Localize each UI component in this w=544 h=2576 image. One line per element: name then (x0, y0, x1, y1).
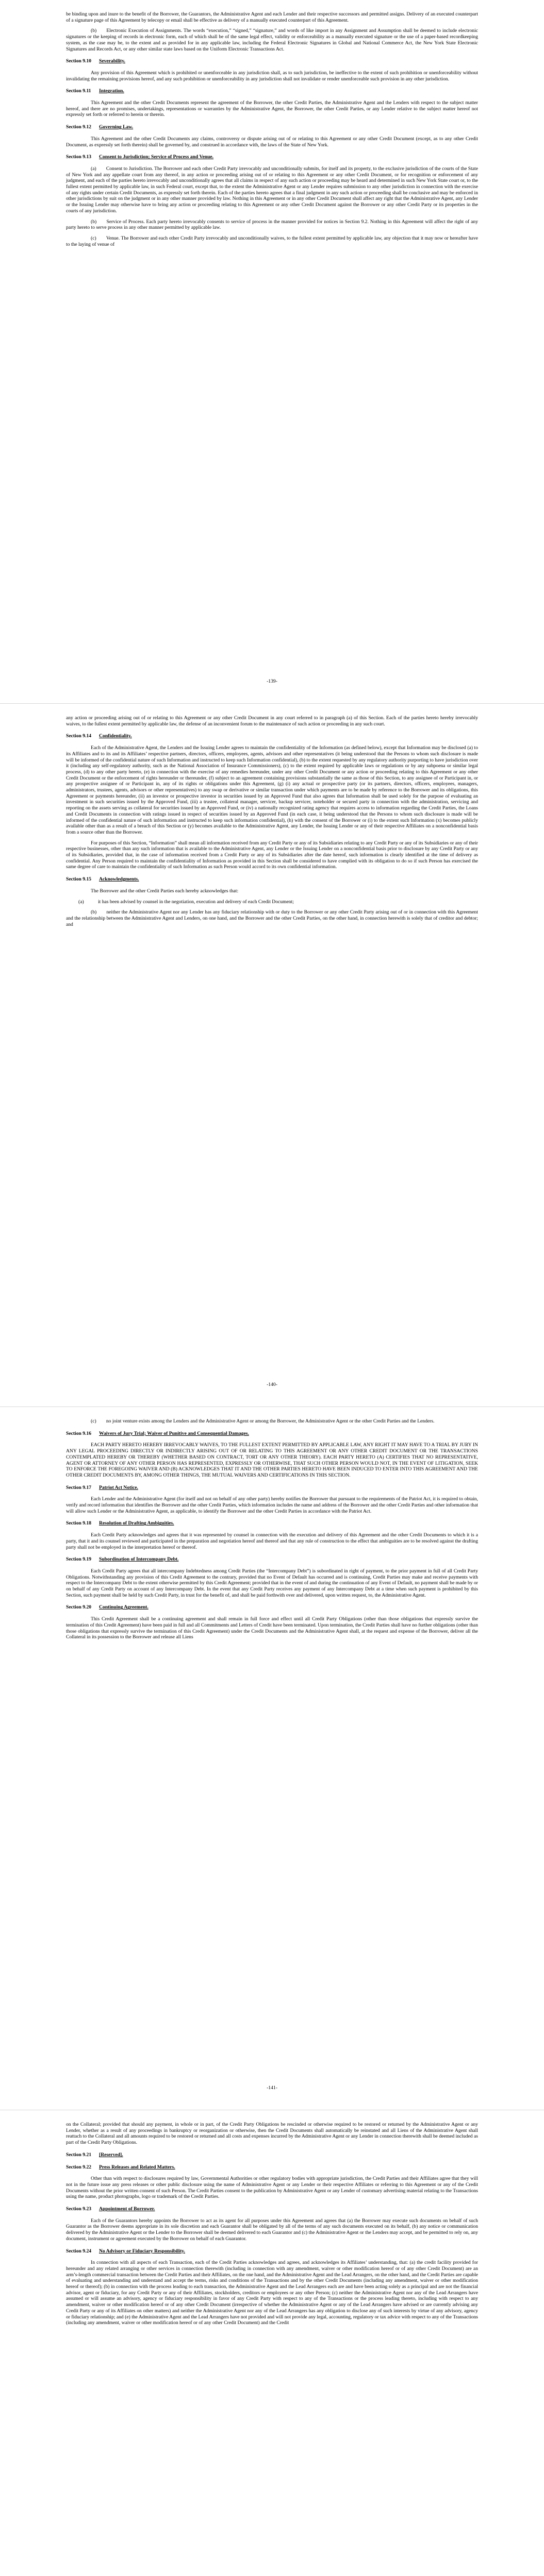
paragraph: be binding upon and inure to the benefit of the Borrower, the Guarantors, the Administrative Agent and each Lender and their respective successors and permitted assigns. Delivery of an executed counterpart of a signature page of this Agreement by telecopy or email shall be effective as delivery of a manually executed counterpart of this Agreement. (66, 11, 478, 23)
paragraph: (b) neither the Administrative Agent nor any Lender has any fiduciary relationship with or duty to the Borrower or any other Credit Party arising out of or in connection with this Agreement and the relationship between the Administrative Agent and Lenders, on one hand, and the Borrower and the other Credit Parties, on the other hand, in connection herewith is solely that of creditor and debtor; and (66, 909, 478, 927)
section-number: Section 9.24 (66, 2248, 92, 2254)
document-page (0, 1406, 544, 2110)
section-heading (66, 1431, 478, 1437)
section-title: Appointment of Borrower. (99, 2206, 155, 2212)
section-title: No Advisory or Fiduciary Responsibility. (99, 2248, 185, 2254)
section-heading (66, 154, 478, 160)
section-heading (66, 876, 478, 883)
section-number: Section 9.12 (66, 124, 92, 130)
document-page (0, 703, 544, 1406)
paragraph: Each of the Guarantors hereby appoints the Borrower to act as its agent for all purposes under this Agreement and agrees that (a) the Borrower may execute such documents on behalf of such Guarantor as the Borrower deems appropriate in its sole discretion and each Guarantor shall be obligated by all of the terms of any such documents executed on its behalf, (b) any notice or communication delivered by the Administrative Agent or the Lender to the Borrower shall be deemed delivered to each Guarantor and (c) the Administrative Agent or the Lenders may accept, and be permitted to rely on, any document, instrument or agreement executed by the Borrower on behalf of each Guarantor. (66, 2217, 478, 2242)
section-number: Section 9.10 (66, 58, 92, 64)
paragraph: For purposes of this Section, “Information” shall mean all information received from any Credit Party or any of its Subsidiaries relating to any Credit Party or any of its Subsidiaries or any of their respective businesses, other than any such information that is available to the Administrative Agent, any Lender or the Issuing Lender on a nonconfidential basis prior to disclosure by any Credit Party or any of its Subsidiaries, provided that, in the case of information received from a Credit Party or any of its Subsidiaries after the date hereof, such information is clearly identified at the time of delivery as confidential. Any Person required to maintain the confidentiality of Information as provided in this Section shall be considered to have complied with its obligation to do so if such Person has exercised the same degree of care to maintain the confidentiality of such Information as such Person would accord to its own confidential information. (66, 840, 478, 870)
section-number: Section 9.21 (66, 2151, 92, 2158)
paragraph: This Agreement and the other Credit Documents any claims, controversy or dispute arising out of or relating to this Agreement or any other Credit Document (except, as to any other Credit Document, as expressly set forth therein) shall be governed by, and construed in accordance with, the laws of the State of New York. (66, 135, 478, 148)
paragraph: on the Collateral; provided that should any payment, in whole or in part, of the Credit Party Obligations be rescinded or otherwise required to be restored or returned by the Administrative Agent or any Lender, whether as a result of any proceedings in bankruptcy or reorganization or otherwise, then the Credit Documents shall automatically be reinstated and all Liens of the Administrative Agent shall reattach to the Collateral and all amounts required to be restored or returned and all costs and expenses incurred by the Administrative Agent or any Lender in connection therewith shall be deemed included as part of the Credit Party Obligations. (66, 2122, 478, 2146)
page-number: -140- (267, 1382, 277, 1388)
section-heading (66, 1485, 478, 1491)
paragraph: Each of the Administrative Agent, the Lenders and the Issuing Lender agrees to maintain the confidentiality of the Information (as defined below), except that Information may be disclosed (a) to its Affiliates and to its and its Affiliates’ respective partners, directors, officers, employees, agents, advisors and other representatives (it being understood that the Persons to whom such disclosure is made will be informed of the confidential nature of such Information and instructed to keep such Information confidential), (b) to the extent requested by any regulatory authority purporting to have jurisdiction over it (including any self-regulatory authority, such as the National Association of Insurance Commissioners), (c) to the extent required by applicable laws or regulations or by any subpoena or similar legal process, (d) to any other party hereto, (e) in connection with the exercise of any remedies hereunder, under any other Credit Document or any action or proceeding relating to this Agreement or any other Credit Document or the enforcement of rights hereunder or thereunder, (f) subject to an agreement containing provisions substantially the same as those of this Section, to any assignee of or Participant in, or any prospective assignee of or Participant in, any of its rights or obligations under this Agreement, (g) (i) any actual or prospective party (or its partners, directors, officers, employees, managers, administrators, trustees, agents, advisors or other representatives) to any swap or derivative or similar transaction under which payments are to be made by reference to the Borrower and its obligations, this Agreement or payments hereunder, (ii) an investor or prospective investor in securities issued by an Approved Fund that also agrees that Information shall be used solely for the purpose of evaluating an investment in such securities issued by the Approved Fund, (iii) a trustee, collateral manager, servicer, backup servicer, noteholder or secured party in connection with the administration, servicing and reporting on the assets serving as collateral for securities issued by an Approved Fund, or (iv) a nationally recognized rating agency that requires access to information regarding the Credit Parties, the Loans and Credit Documents in connection with ratings issued in respect of securities issued by an Approved Fund (in each case, it being understood that the Persons to whom such disclosure is made will be informed of the confidential nature of such information and instructed to keep such information confidential), (h) with the consent of the Borrower or (i) to the extent such Information (x) becomes publicly available other than as a result of a breach of this Section or (y) becomes available to the Administrative Agent, any Lender, the Issuing Lender or any of their respective Affiliates on a nonconfidential basis from a source other than the Borrower. (66, 745, 478, 835)
section-number: Section 9.11 (66, 88, 91, 94)
paragraph: Each Credit Party acknowledges and agrees that it was represented by counsel in connection with the execution and delivery of this Agreement and the other Credit Documents to which it is a party, that it and its counsel reviewed and participated in the preparation and negotiation hereof and thereof and that any rule of construction to the effect that ambiguities are to be resolved against the drafting party shall not be employed in the interpretation hereof or thereof. (66, 1532, 478, 1550)
section-number: Section 9.17 (66, 1484, 92, 1490)
paragraph: Each Lender and the Administrative Agent (for itself and not on behalf of any other party) hereby notifies the Borrower that pursuant to the requirements of the Patriot Act, it is required to obtain, verify and record information that identifies the Borrower and the other Credit Parties, which information includes the name and address of the Borrower and the other Credit Parties and other information that will allow such Lender or the Administrative Agent, as applicable, to identify the Borrower and the other Credit Parties in accordance with the Patriot Act. (66, 1496, 478, 1514)
document-page (0, 0, 544, 703)
section-heading (66, 58, 478, 64)
section-title: Severability. (99, 58, 125, 64)
section-heading (66, 2164, 478, 2171)
section-number: Section 9.14 (66, 733, 92, 739)
section-title: Patriot Act Notice. (99, 1484, 138, 1490)
paragraph: (c) Venue. The Borrower and each other Credit Party irrevocably and unconditionally waives, to the fullest extent permitted by applicable law, any objection that it may now or hereafter have to the laying of venue of (66, 235, 478, 247)
section-number: Section 9.13 (66, 154, 92, 160)
section-title: Waivers of Jury Trial; Waiver of Punitive and Consequential Damages. (99, 1430, 249, 1436)
section-number: Section 9.22 (66, 2164, 92, 2170)
paragraph: In connection with all aspects of each Transaction, each of the Credit Parties acknowledges and agrees, and acknowledges its Affiliates’ understanding, that: (a) the credit facility provided for hereunder and any related arranging or other services in connection therewith (including in connection with any amendment, waiver or other modification hereof or of any other Credit Document) are an arm’s-length commercial transaction between the Credit Parties and their Affiliates, on the one hand, and the Administrative Agent and the Lead Arrangers, on the other hand, and the Credit Parties are capable of evaluating and understanding and understand and accept the terms, risks and conditions of the Transactions and by the other Credit Documents (including any amendment, waiver or other modification hereof or thereof); (b) in connection with the process leading to each transaction, the Administrative Agent and the Lead Arrangers each are and have been acting solely as a principal and are not the financial advisor, agent or fiduciary, for any Credit Party or any of their Affiliates, stockholders, creditors or employees or any other Person; (c) neither the Administrative Agent nor any of the Lead Arrangers have assumed or will assume an advisory, agency or fiduciary responsibility in favor of any Credit Party with respect to any of the Transactions or the process leading thereto, including with respect to any amendment, waiver or other modification hereof or of any other Credit Document (irrespective of whether the Administrative Agent or any of the Lead Arrangers have advised or are currently advising any Credit Party or any of its Affiliates on other matters) and neither the Administrative Agent nor any of the Lead Arrangers has any obligation to disclose any of such interests by virtue of any advisory, agency or fiduciary relationship; and (e) the Administrative Agent and the Lead Arrangers have not provided and will not provide any legal, accounting, regulatory or tax advice with respect to any of the Transactions (including any amendment, waiver or other modification hereof or of any other Credit Document) and the Credit (66, 2260, 478, 2326)
section-title: [Reserved]. (99, 2151, 123, 2158)
document-page (0, 2110, 544, 2576)
section-number: Section 9.19 (66, 1556, 92, 1563)
section-title: Resolution of Drafting Ambiguities. (99, 1520, 174, 1527)
section-title: Integration. (99, 88, 124, 94)
section-heading (66, 1604, 478, 1611)
section-title: Consent to Jurisdiction; Service of Process and Venue. (99, 154, 214, 160)
paragraph: Any provision of this Agreement which is prohibited or unenforceable in any jurisdiction shall, as to such jurisdiction, be ineffective to the extent of such prohibition or unenforceability without invalidating the remaining provisions hereof, and any such prohibition or unenforceability in any jurisdiction shall not invalidate or render unenforceable such provision in any other jurisdiction. (66, 70, 478, 82)
page-number: -139- (267, 679, 277, 685)
section-number: Section 9.20 (66, 1604, 92, 1611)
paragraph: Each Credit Party agrees that all intercompany Indebtedness among Credit Parties (the “Intercompany Debt”) is subordinated in right of payment, to the prior payment in full of all Credit Party Obligations. Notwithstanding any provision of this Credit Agreement to the contrary, provided that no Event of Default has occurred and is continuing, Credit Parties may make and receive payments with respect to the Intercompany Debt to the extent otherwise permitted by this Credit Agreement; provided that in the event of and during the continuation of any Event of Default, no payment shall be made by or on behalf of any Credit Party on account of any Intercompany Debt. In the event that any Credit Party receives any payment of any Intercompany Debt at a time when such payment is prohibited by this Section, such payment shall be held by such Credit Party, in trust for the benefit of, and shall be paid forthwith over and delivered, upon written request, to, the Administrative Agent. (66, 1568, 478, 1598)
paragraph: This Agreement and the other Credit Documents represent the agreement of the Borrower, the other Credit Parties, the Administrative Agent and the Lenders with respect to the subject matter hereof, and there are no promises, undertakings, representations or warranties by the Administrative Agent, the Borrower, the other Credit Parties, or any Lender relative to the subject matter hereof not expressly set forth or referred to herein or therein. (66, 100, 478, 118)
section-title: Press Releases and Related Matters. (99, 2164, 175, 2170)
section-title: Subordination of Intercompany Debt. (99, 1556, 179, 1563)
section-heading (66, 1520, 478, 1527)
paragraph: (b) Electronic Execution of Assignments. The words “execution,” “signed,” “signature,” and words of like import in any Assignment and Assumption shall be deemed to include electronic signatures or the keeping of records in electronic form, each of which shall be of the same legal effect, validity or enforceability as a manually executed signature or the use of a paper-based recordkeeping system, as the case may be, to the extent and as provided for in any applicable law, including the Federal Electronic Signatures in Global and National Commerce Act, the New York State Electronic Signatures and Records Act, or any other similar state laws based on the Uniform Electronic Transactions Act. (66, 28, 478, 52)
paragraph: The Borrower and the other Credit Parties each hereby acknowledges that: (91, 888, 239, 894)
paragraph: (a) Consent to Jurisdiction. The Borrower and each other Credit Party irrevocably and unconditionally submits, for itself and its property, to the exclusive jurisdiction of the courts of the State of New York and any appellate court from any thereof, in any action or proceeding arising out of or relating to this Agreement or any other Credit Document, or for recognition or enforcement of any judgment, and each of the parties hereto irrevocably and unconditionally agrees that all claims in respect of any such action or proceeding may be heard and determined in such New York State court or, to the fullest extent permitted by applicable law, in such Federal court, except that, to the extent the Administrative Agent or any Lender requires submission to any other jurisdiction in connection with the exercise of any rights under certain Credit Documents, as expressly set forth therein. Each of the parties hereto agrees that a final judgment in any such action or proceeding shall be conclusive and may be enforced in other jurisdictions by suit on the judgment or in any other manner provided by law. Nothing in this Agreement or in any other Credit Document shall affect any right that the Administrative Agent, any Lender or the Issuing Lender may otherwise have to bring any action or proceeding relating to this Agreement or any other Credit Document against the Borrower or any other Credit Party or its properties in the courts of any jurisdiction. (66, 165, 478, 214)
section-number: Section 9.23 (66, 2206, 92, 2212)
section-heading (66, 2152, 478, 2158)
paragraph: This Credit Agreement shall be a continuing agreement and shall remain in full force and effect until all Credit Party Obligations (other than those obligations that expressly survive the termination of this Credit Agreement) have been paid in full and all Commitments and Letters of Credit have been terminated. Upon termination, the Credit Parties shall have no further obligations (other than those obligations that expressly survive the termination of this Credit Agreement) under the Credit Documents and the Administrative Agent shall, at the request and expense of the Borrower, deliver all the Collateral in its possession to the Borrower and release all Liens (66, 1616, 478, 1640)
section-title: Continuing Agreement. (99, 1604, 149, 1611)
paragraph: (c) no joint venture exists among the Lenders and the Administrative Agent or among the Borrower, the Administrative Agent or the other Credit Parties and the Lenders. (91, 1418, 435, 1424)
page-number: -141- (267, 2085, 277, 2091)
section-title: Governing Law. (99, 124, 134, 130)
section-number: Section 9.16 (66, 1430, 92, 1436)
list-item-text: it has been advised by counsel in the negotiation, execution and delivery of each Credit Document; (98, 899, 294, 905)
section-number: Section 9.18 (66, 1520, 92, 1527)
section-heading (66, 2206, 478, 2212)
paragraph: (b) Service of Process. Each party hereto irrevocably consents to service of process in the manner provided for notices in Section 9.2. Nothing in this Agreement will affect the right of any party hereto to serve process in any other manner permitted by applicable law. (66, 218, 478, 231)
paragraph: any action or proceeding arising out of or relating to this Agreement or any other Credit Document in any court referred to in paragraph (a) of this Section. Each of the parties hereto hereby irrevocably waives, to the fullest extent permitted by applicable law, the defense of an inconvenient forum to the maintenance of such action or proceeding in any such court. (66, 715, 478, 727)
section-heading (66, 733, 478, 739)
section-title: Acknowledgments. (99, 876, 139, 883)
section-heading (66, 88, 478, 94)
paragraph: EACH PARTY HERETO HEREBY IRREVOCABLY WAIVES, TO THE FULLEST EXTENT PERMITTED BY APPLICABLE LAW, ANY RIGHT IT MAY HAVE TO A TRIAL BY JURY IN ANY LEGAL PROCEEDING DIRECTLY OR INDIRECTLY ARISING OUT OF OR RELATING TO THIS AGREEMENT OR ANY OTHER CREDIT DOCUMENT OR THE TRANSACTIONS CONTEMPLATED HEREBY OR THEREBY (WHETHER BASED ON CONTRACT, TORT OR ANY OTHER THEORY). EACH PARTY HERETO (A) CERTIFIES THAT NO REPRESENTATIVE, AGENT OR ATTORNEY OF ANY OTHER PERSON HAS REPRESENTED, EXPRESSLY OR OTHERWISE, THAT SUCH OTHER PERSON WOULD NOT, IN THE EVENT OF LITIGATION, SEEK TO ENFORCE THE FOREGOING WAIVER AND (B) ACKNOWLEDGES THAT IT AND THE OTHER PARTIES HERETO HAVE BEEN INDUCED TO ENTER INTO THIS AGREEMENT AND THE OTHER CREDIT DOCUMENTS BY, AMONG OTHER THINGS, THE MUTUAL WAIVERS AND CERTIFICATIONS IN THIS SECTION. (66, 1442, 478, 1478)
list-item (66, 899, 478, 905)
section-title: Confidentiality. (99, 733, 132, 739)
section-heading (66, 124, 478, 130)
section-heading (66, 2248, 478, 2255)
list-marker: (a) (78, 899, 84, 905)
section-heading (66, 1556, 478, 1563)
section-number: Section 9.15 (66, 876, 92, 883)
paragraph: Other than with respect to disclosures required by law, Governmental Authorities or other regulatory bodies with appropriate jurisdiction, the Credit Parties and their Affiliates agree that they will not in the future issue any press releases or other public disclosure using the name of Administrative Agent or any Lender or their respective Affiliates or referring to this Agreement or any of the Credit Documents without the prior written consent of such Person. The Credit Parties consent to the publication by Administrative Agent or any Lender of customary advertising material relating to the Transactions using the name, product photographs, logo or trademark of the Credit Parties. (66, 2176, 478, 2200)
